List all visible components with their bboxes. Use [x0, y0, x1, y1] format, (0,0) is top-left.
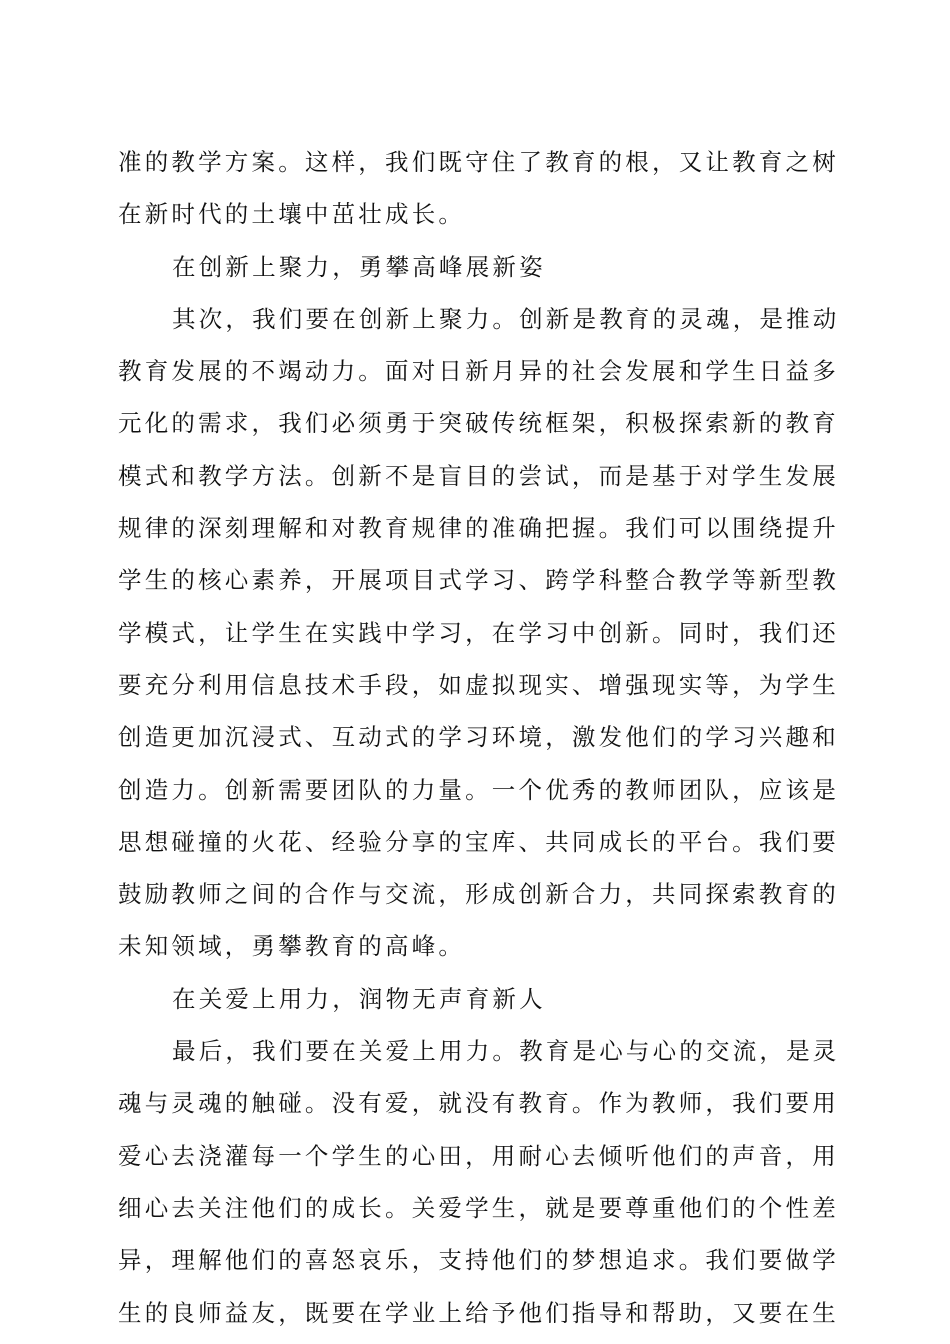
text-line: 爱心去浇灌每一个学生的心田，用耐心去倾听他们的声音，用	[118, 1141, 839, 1170]
section-heading: 在关爱上用力，润物无声育新人	[172, 984, 546, 1013]
paragraph-start: 其次，我们要在创新上聚力。创新是教育的灵魂，是推动	[172, 304, 840, 333]
text-line: 元化的需求，我们必须勇于突破传统框架，积极探索新的教育	[118, 409, 839, 438]
text-line: 规律的深刻理解和对教育规律的准确把握。我们可以围绕提升	[118, 514, 839, 543]
text-line: 模式和教学方法。创新不是盲目的尝试，而是基于对学生发展	[118, 461, 839, 490]
text-line: 异，理解他们的喜怒哀乐，支持他们的梦想追求。我们要做学	[118, 1246, 839, 1275]
text-line: 教育发展的不竭动力。面对日新月异的社会发展和学生日益多	[118, 357, 839, 386]
paragraph-start: 最后，我们要在关爱上用力。教育是心与心的交流，是灵	[172, 1037, 840, 1066]
text-line: 生的良师益友，既要在学业上给予他们指导和帮助，又要在生	[118, 1298, 839, 1327]
text-line: 学模式，让学生在实践中学习，在学习中创新。同时，我们还	[118, 618, 839, 647]
text-line: 在新时代的土壤中茁壮成长。	[118, 200, 466, 229]
text-line: 学生的核心素养，开展项目式学习、跨学科整合教学等新型教	[118, 566, 839, 595]
text-line: 鼓励教师之间的合作与交流，形成创新合力，共同探索教育的	[118, 880, 839, 909]
section-heading: 在创新上聚力，勇攀高峰展新姿	[172, 252, 546, 281]
text-line: 准的教学方案。这样，我们既守住了教育的根，又让教育之树	[118, 148, 839, 176]
text-line: 要充分利用信息技术手段，如虚拟现实、增强现实等，为学生	[118, 670, 839, 699]
text-line: 思想碰撞的火花、经验分享的宝库、共同成长的平台。我们要	[118, 827, 839, 856]
text-line: 创造力。创新需要团队的力量。一个优秀的教师团队，应该是	[118, 775, 839, 804]
text-line: 创造更加沉浸式、互动式的学习环境，激发他们的学习兴趣和	[118, 723, 839, 752]
document-body	[118, 136, 840, 1339]
text-line: 未知领域，勇攀教育的高峰。	[118, 932, 466, 961]
text-line: 魂与灵魂的触碰。没有爱，就没有教育。作为教师，我们要用	[118, 1089, 839, 1118]
text-line: 细心去关注他们的成长。关爱学生，就是要尊重他们的个性差	[118, 1193, 839, 1222]
